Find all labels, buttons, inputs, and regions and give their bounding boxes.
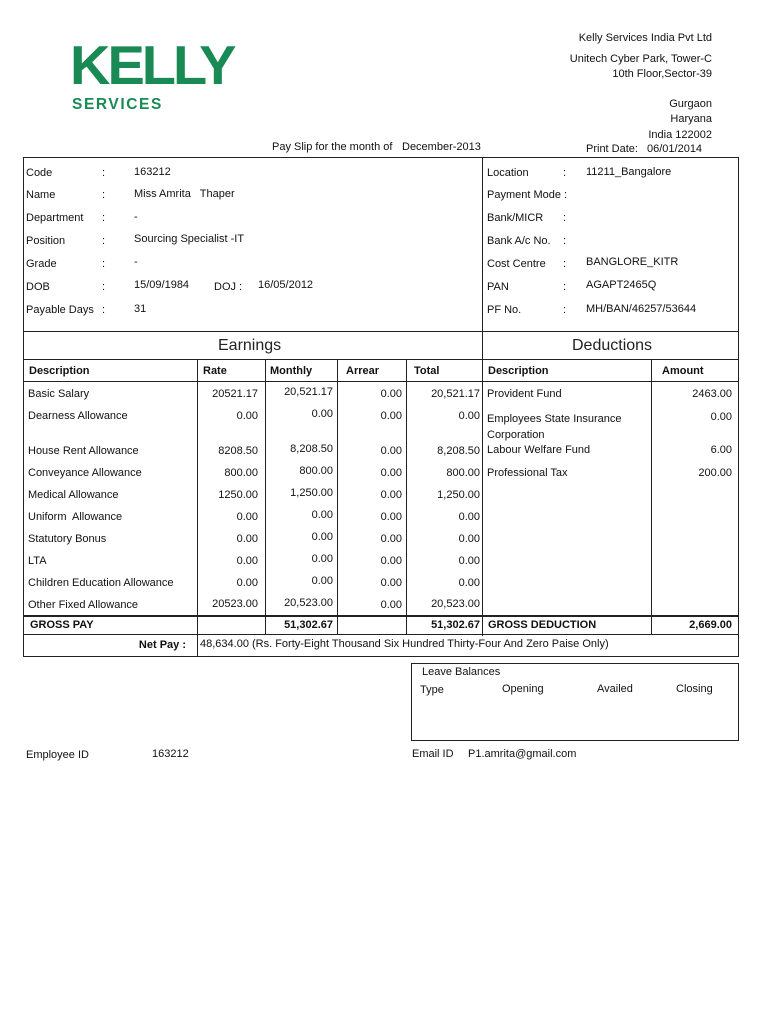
- earning-monthly: 0.00: [311, 509, 333, 521]
- info-section-bottom: [23, 331, 739, 332]
- doj-value: 16/05/2012: [258, 279, 314, 291]
- earning-arrear: 0.00: [380, 555, 402, 567]
- box-left-border: [23, 157, 24, 656]
- col-divider-arrear: [337, 359, 338, 635]
- colon: :: [563, 212, 567, 224]
- kelly-logo-services: SERVICES: [72, 96, 163, 113]
- kelly-logo-wordmark: KELLY: [70, 34, 234, 96]
- earning-description: Other Fixed Allowance: [28, 599, 139, 611]
- print-date: 06/01/2014: [647, 143, 703, 155]
- earning-arrear: 0.00: [380, 511, 402, 523]
- bank-ac-label: Bank A/c No.: [487, 235, 551, 247]
- gross-pay-label: GROSS PAY: [30, 619, 94, 631]
- colon: :: [102, 281, 106, 293]
- company-city: Gurgaon: [669, 98, 712, 110]
- department-value: -: [134, 211, 138, 223]
- earning-arrear: 0.00: [380, 533, 402, 545]
- code-value: 163212: [134, 166, 171, 178]
- earning-rate: 0.00: [236, 533, 258, 545]
- earning-arrear: 0.00: [380, 489, 402, 501]
- pf-value: MH/BAN/46257/53644: [586, 303, 697, 315]
- earning-rate: 8208.50: [218, 445, 258, 457]
- deduction-amount: 0.00: [710, 411, 732, 423]
- earning-monthly: 1,250.00: [290, 487, 333, 499]
- earning-description: House Rent Allowance: [28, 445, 139, 457]
- doj-label: DOJ :: [214, 281, 243, 293]
- code-label: Code: [26, 167, 53, 179]
- leave-header-opening: Opening: [502, 683, 544, 695]
- deduction-description: Labour Welfare Fund: [487, 444, 591, 456]
- earnings-header-monthly: Monthly: [270, 365, 313, 377]
- cost-centre-value: BANGLORE_KITR: [586, 256, 679, 268]
- colon: :: [102, 212, 106, 224]
- earning-total: 1,250.00: [437, 489, 480, 501]
- company-address-line2: 10th Floor,Sector-39: [612, 68, 712, 80]
- gross-deduction-amount: 2,669.00: [689, 619, 732, 631]
- section-title-bottom: [23, 359, 739, 360]
- earning-monthly: 20,523.00: [284, 597, 333, 609]
- gross-row-top: [23, 615, 739, 617]
- col-divider-monthly: [265, 359, 266, 635]
- earning-arrear: 0.00: [380, 577, 402, 589]
- gross-pay-monthly: 51,302.67: [284, 619, 333, 631]
- print-date-label: Print Date:: [586, 143, 638, 155]
- pan-label: PAN: [487, 281, 509, 293]
- earning-total: 0.00: [458, 533, 480, 545]
- leave-balances-title: Leave Balances: [422, 666, 501, 678]
- earning-description: LTA: [28, 555, 47, 567]
- payment-mode-label: Payment Mode :: [487, 189, 568, 201]
- payable-days-value: 31: [134, 303, 147, 315]
- payslip-month: December-2013: [402, 141, 481, 153]
- earning-monthly: 0.00: [311, 553, 333, 565]
- earning-total: 20,521.17: [431, 388, 480, 400]
- col-divider-total: [406, 359, 407, 635]
- pf-label: PF No.: [487, 304, 522, 316]
- leave-header-availed: Availed: [597, 683, 633, 695]
- email-value: P1.amrita@gmail.com: [468, 748, 577, 760]
- position-label: Position: [26, 235, 66, 247]
- company-state: Haryana: [670, 113, 712, 125]
- net-pay-label: Net Pay :: [138, 639, 186, 651]
- gross-pay-total: 51,302.67: [431, 619, 480, 631]
- location-label: Location: [487, 167, 529, 179]
- deduction-amount: 2463.00: [692, 388, 732, 400]
- earning-monthly: 20,521.17: [284, 386, 333, 398]
- deductions-header-amount: Amount: [662, 365, 704, 377]
- colon: :: [563, 281, 567, 293]
- deduction-description: Professional Tax: [487, 467, 568, 479]
- earning-total: 20,523.00: [431, 598, 480, 610]
- box-top-border: [23, 157, 739, 158]
- earning-total: 0.00: [458, 577, 480, 589]
- earning-total: 0.00: [458, 511, 480, 523]
- colon: :: [102, 235, 106, 247]
- earning-rate: 20523.00: [212, 598, 258, 610]
- net-pay-bottom: [23, 656, 739, 657]
- colon: :: [102, 167, 106, 179]
- colon: :: [563, 258, 567, 270]
- payslip-title-label: Pay Slip for the month of: [272, 141, 393, 153]
- earning-total: 0.00: [458, 410, 480, 422]
- colon: :: [102, 189, 106, 201]
- earnings-header-description: Description: [29, 365, 90, 377]
- earning-description: Children Education Allowance: [28, 577, 174, 589]
- earning-description: Dearness Allowance: [28, 410, 128, 422]
- name-value: Miss Amrita Thaper: [134, 188, 235, 200]
- earning-rate: 800.00: [224, 467, 258, 479]
- earning-monthly: 0.00: [311, 408, 333, 420]
- earnings-header-total: Total: [414, 365, 440, 377]
- pan-value: AGAPT2465Q: [586, 279, 657, 291]
- earning-total: 0.00: [458, 555, 480, 567]
- colon: :: [563, 167, 567, 179]
- deductions-header-description: Description: [488, 365, 549, 377]
- company-name: Kelly Services India Pvt Ltd: [578, 32, 712, 44]
- grade-label: Grade: [26, 258, 57, 270]
- colon: :: [102, 304, 106, 316]
- box-center-divider: [482, 157, 483, 636]
- cost-centre-label: Cost Centre: [487, 258, 546, 270]
- earning-monthly: 8,208.50: [290, 443, 333, 455]
- gross-row-bottom: [23, 634, 739, 635]
- dob-label: DOB: [26, 281, 50, 293]
- deduction-description: Employees State Insurance Corporation: [487, 413, 622, 441]
- earning-description: Medical Allowance: [28, 489, 119, 501]
- earnings-header-arrear: Arrear: [346, 365, 380, 377]
- box-right-border: [738, 157, 739, 656]
- earning-description: Conveyance Allowance: [28, 467, 142, 479]
- table-header-bottom: [23, 381, 739, 382]
- position-value: Sourcing Specialist -IT: [134, 233, 245, 245]
- earning-rate: 20521.17: [212, 388, 258, 400]
- earning-rate: 0.00: [236, 410, 258, 422]
- earning-monthly: 0.00: [311, 575, 333, 587]
- email-label: Email ID: [412, 748, 454, 760]
- earning-total: 800.00: [446, 467, 480, 479]
- location-value: 11211_Bangalore: [586, 166, 672, 178]
- earning-arrear: 0.00: [380, 410, 402, 422]
- employee-id-value: 163212: [152, 748, 189, 760]
- earning-description: Uniform Allowance: [28, 511, 123, 523]
- deduction-amount: 200.00: [698, 467, 732, 479]
- earnings-title: Earnings: [218, 337, 282, 354]
- name-label: Name: [26, 189, 56, 201]
- earning-total: 8,208.50: [437, 445, 480, 457]
- earning-rate: 1250.00: [218, 489, 258, 501]
- payable-days-label: Payable Days: [26, 304, 94, 316]
- earning-rate: 0.00: [236, 577, 258, 589]
- colon: :: [102, 258, 106, 270]
- colon: :: [563, 235, 567, 247]
- earning-monthly: 800.00: [299, 465, 333, 477]
- earning-description: Basic Salary: [28, 388, 90, 400]
- company-country-pin: India 122002: [648, 129, 712, 141]
- col-divider-rate: [197, 359, 198, 656]
- deduction-description: Provident Fund: [487, 388, 562, 400]
- earning-description: Statutory Bonus: [28, 533, 107, 545]
- grade-value: -: [134, 256, 138, 268]
- department-label: Department: [26, 212, 84, 224]
- dob-value: 15/09/1984: [134, 279, 190, 291]
- leave-header-closing: Closing: [676, 683, 713, 695]
- earning-arrear: 0.00: [380, 599, 402, 611]
- bank-micr-label: Bank/MICR: [487, 212, 544, 224]
- earning-rate: 0.00: [236, 555, 258, 567]
- employee-id-label: Employee ID: [26, 749, 89, 761]
- col-divider-amount: [651, 359, 652, 635]
- gross-deduction-label: GROSS DEDUCTION: [488, 619, 597, 631]
- earning-arrear: 0.00: [380, 388, 402, 400]
- colon: :: [563, 304, 567, 316]
- deductions-title: Deductions: [572, 337, 653, 354]
- leave-header-type: Type: [420, 684, 444, 696]
- earning-monthly: 0.00: [311, 531, 333, 543]
- earnings-header-rate: Rate: [203, 365, 227, 377]
- company-address-line1: Unitech Cyber Park, Tower-C: [569, 53, 712, 65]
- earning-arrear: 0.00: [380, 467, 402, 479]
- deduction-amount: 6.00: [710, 444, 732, 456]
- earning-rate: 0.00: [236, 511, 258, 523]
- net-pay-value: 48,634.00 (Rs. Forty-Eight Thousand Six Hundred Thirty-Four And Zero Paise Only): [200, 638, 609, 650]
- earning-arrear: 0.00: [380, 445, 402, 457]
